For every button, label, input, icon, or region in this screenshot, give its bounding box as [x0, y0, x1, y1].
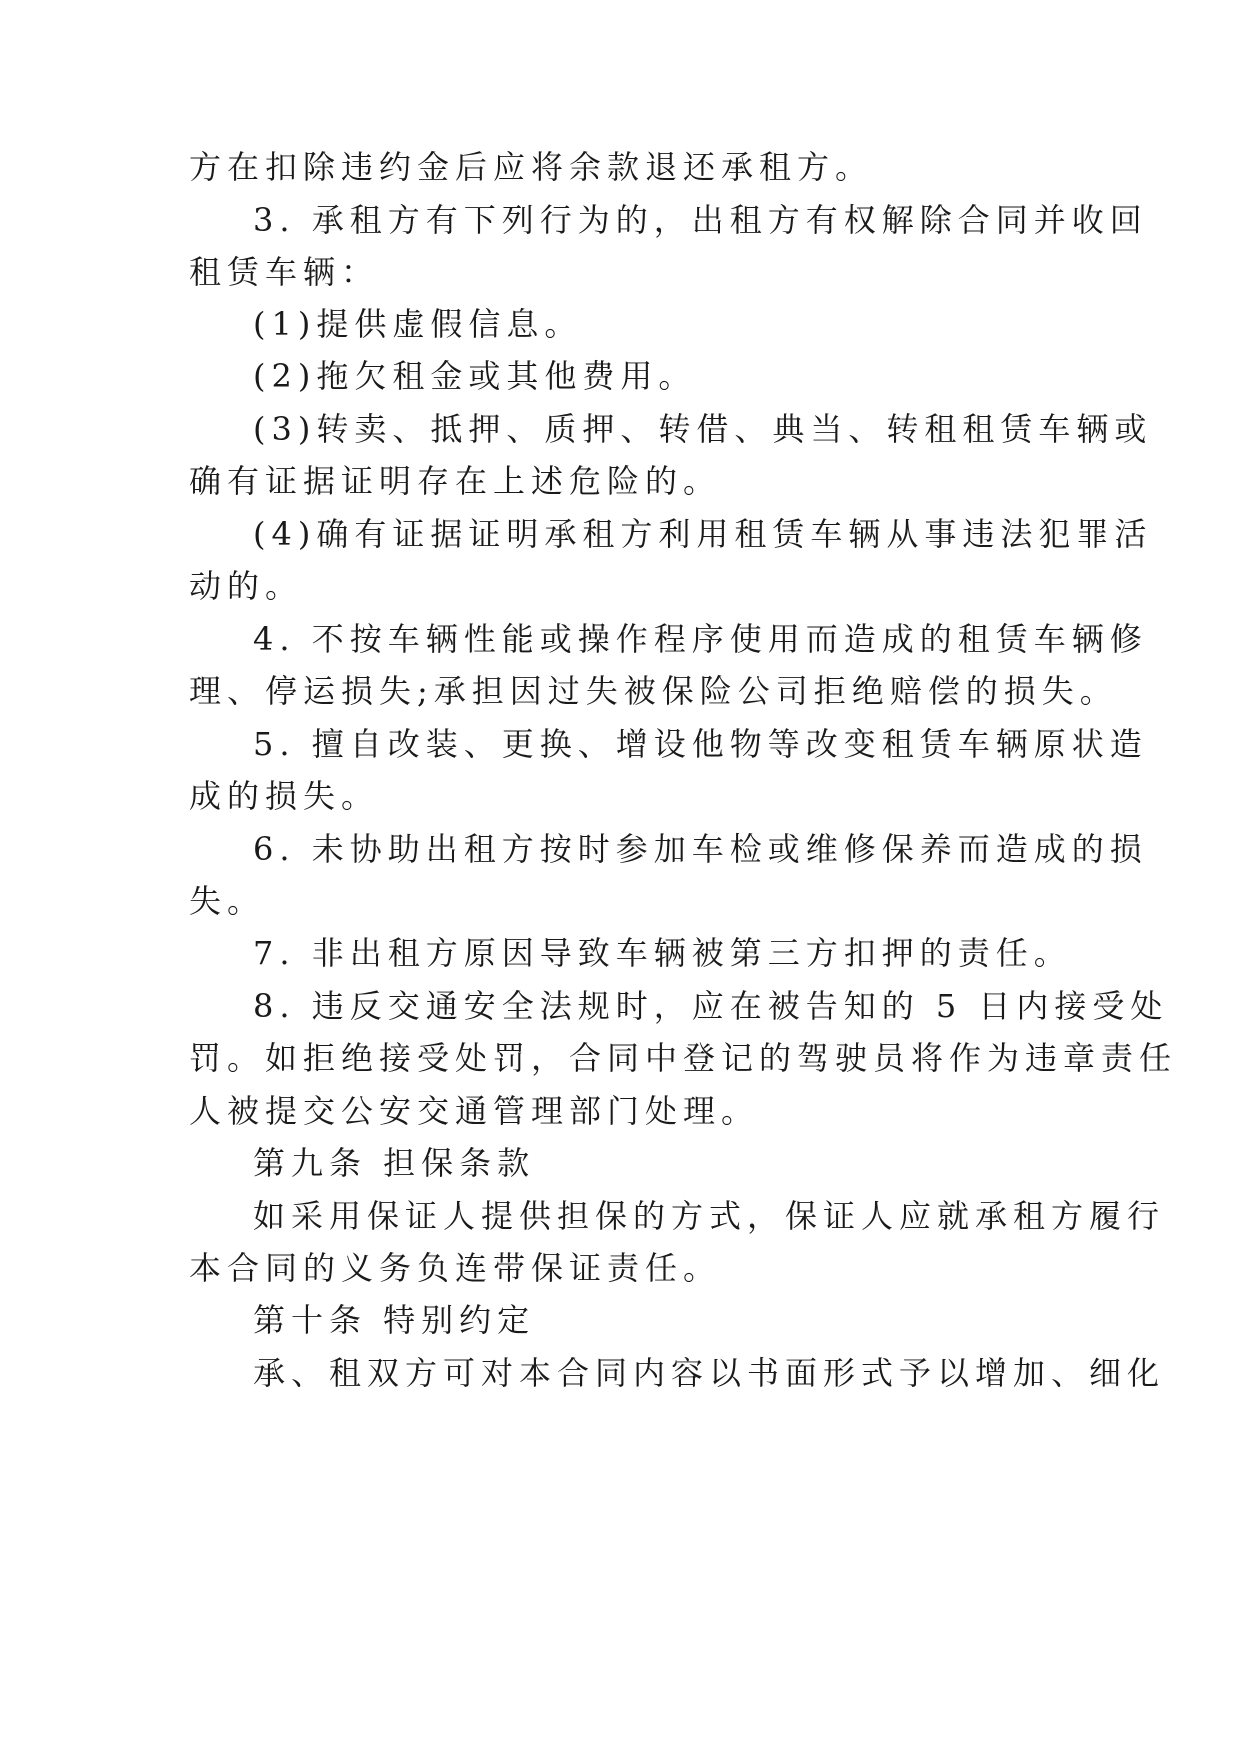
text-line: 人被提交公安交通管理部门处理。	[189, 1092, 760, 1130]
text-line: 4. 不按车辆性能或操作程序使用而造成的租赁车辆修	[253, 620, 1148, 658]
text-line: 确有证据证明存在上述危险的。	[189, 462, 722, 500]
text-line: 5. 擅自改装、更换、增设他物等改变租赁车辆原状造	[253, 725, 1148, 763]
text-line: 8. 违反交通安全法规时，应在被告知的 5 日内接受处	[253, 987, 1169, 1025]
text-line: (1)提供虚假信息。	[253, 305, 583, 343]
text-line: 3. 承租方有下列行为的，出租方有权解除合同并收回	[253, 201, 1148, 239]
text-line: (3)转卖、抵押、质押、转借、典当、转租租赁车辆或	[253, 410, 1153, 448]
text-line: 动的。	[189, 567, 304, 605]
text-line: (4)确有证据证明承租方利用租赁车辆从事违法犯罪活	[253, 515, 1153, 553]
section-heading: 第十条 特别约定	[253, 1301, 536, 1339]
text-line: 6. 未协助出租方按时参加车检或维修保养而造成的损	[253, 830, 1148, 868]
text-line: 如采用保证人提供担保的方式，保证人应就承租方履行	[253, 1197, 1166, 1235]
text-line: (2)拖欠租金或其他费用。	[253, 357, 697, 395]
text-line: 承、租双方可对本合同内容以书面形式予以增加、细化	[253, 1354, 1166, 1392]
text-line: 失。	[189, 882, 266, 920]
text-line: 本合同的义务负连带保证责任。	[189, 1249, 722, 1287]
text-line: 方在扣除违约金后应将余款退还承租方。	[189, 148, 874, 186]
text-line: 罚。如拒绝接受处罚，合同中登记的驾驶员将作为违章责任	[189, 1039, 1178, 1077]
text-line: 7. 非出租方原因导致车辆被第三方扣押的责任。	[253, 934, 1072, 972]
section-heading: 第九条 担保条款	[253, 1144, 536, 1182]
text-line: 成的损失。	[189, 777, 380, 815]
text-line: 理、停运损失;承担因过失被保险公司拒绝赔偿的损失。	[189, 672, 1118, 710]
text-line: 租赁车辆：	[189, 253, 380, 291]
